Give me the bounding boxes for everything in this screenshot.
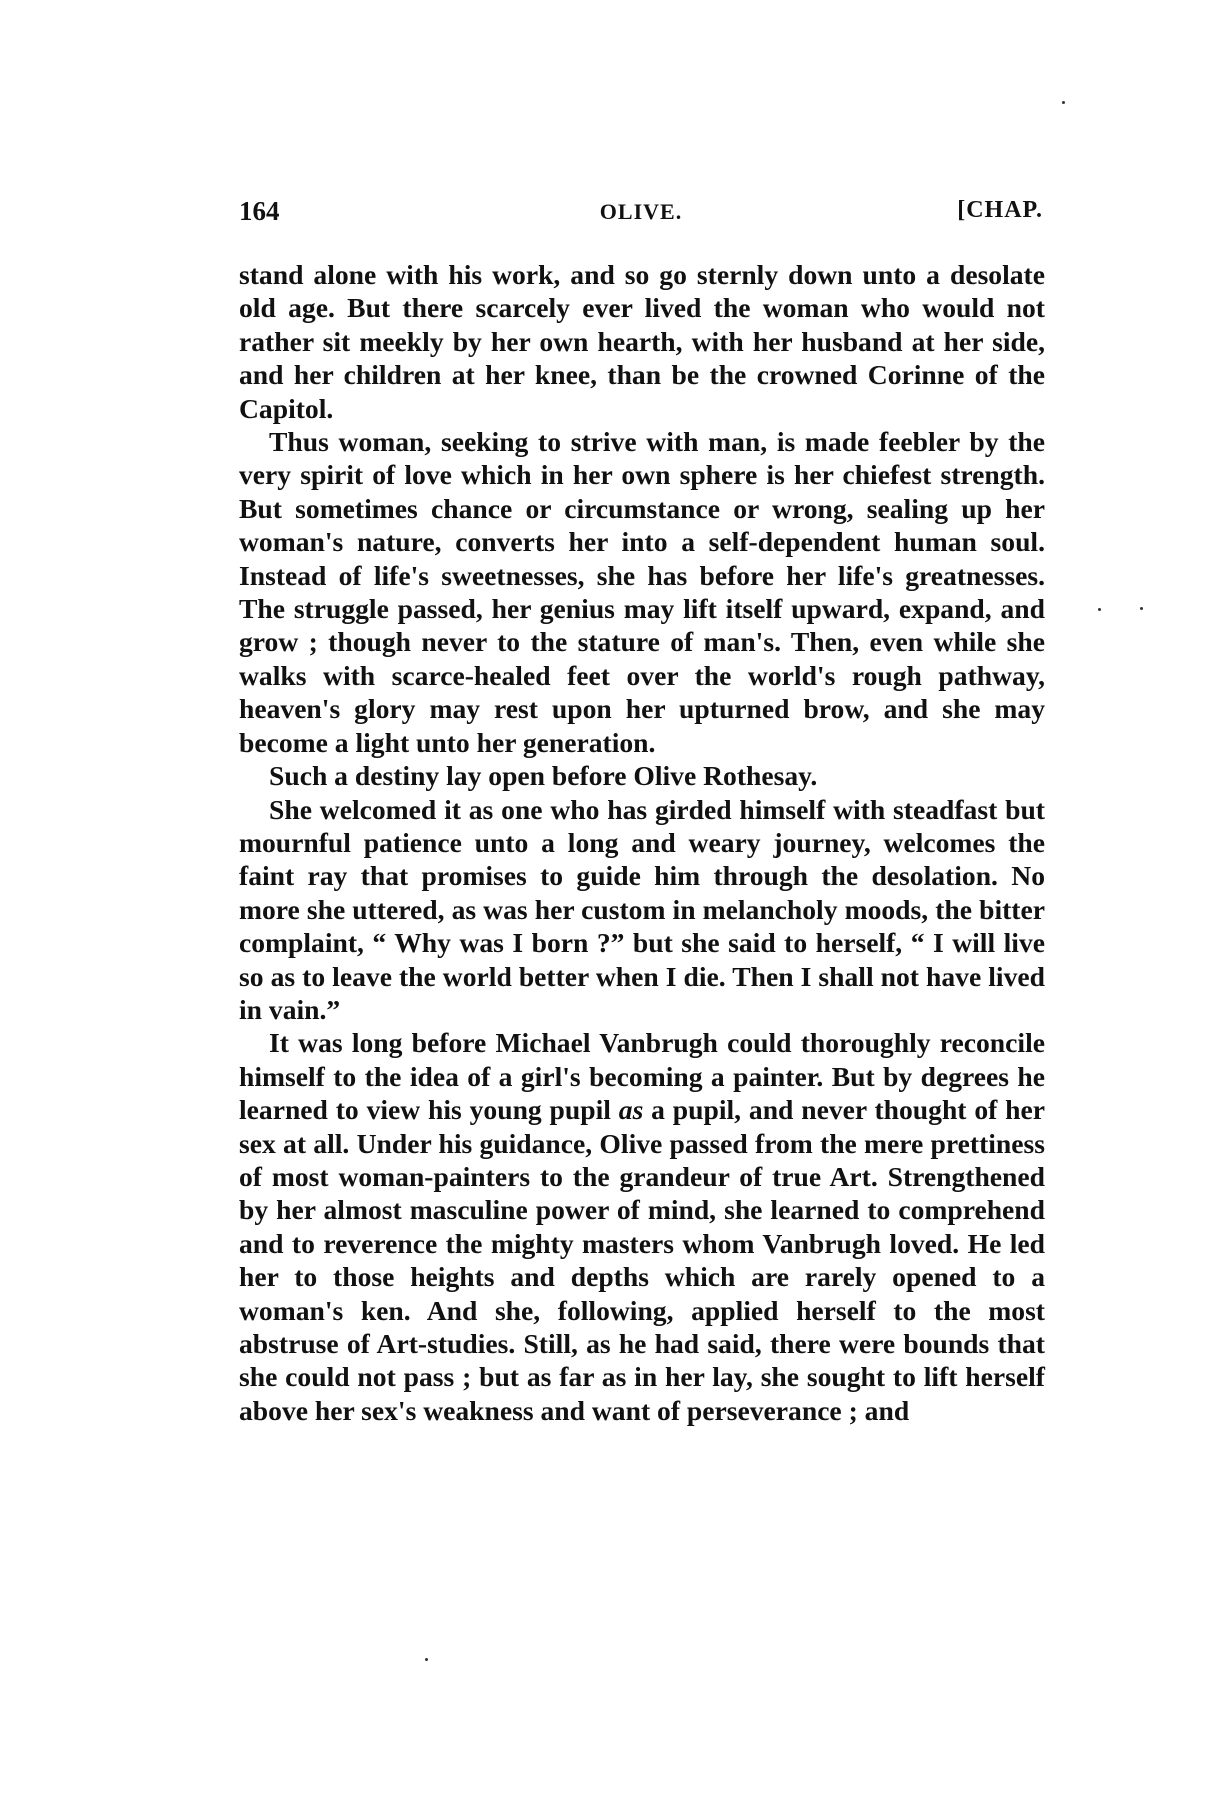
paragraph-1: stand alone with his work, and so go sternly down unto a desolate old age. But there scarcely ever lived the woman who would not rather sit meekly by her own hearth, with her husband at her side, and her children at her knee, than be the crowned Corinne of the Capitol.	[239, 259, 1045, 424]
scan-speck	[1140, 607, 1143, 610]
chapter-marker: [CHAP.	[957, 197, 1043, 223]
scan-speck	[1062, 101, 1065, 104]
paragraph-5-italic: as	[618, 1094, 644, 1126]
page-number: 164	[239, 196, 280, 226]
paragraph-5	[239, 1026, 1045, 1427]
scan-speck	[1098, 608, 1101, 611]
running-head	[239, 196, 1043, 236]
scan-speck	[425, 1658, 428, 1661]
paragraph-5-start: It was long before Michael Vanbrugh could thoroughly reconcile himself to the idea of a girl's becoming a painter. But by degrees he learned to view his young pupil	[239, 1027, 1045, 1126]
paragraph-4: She welcomed it as one who has girded himself with steadfast but mournful patience unto a long and weary journey, welcomes the faint ray that promises to guide him through the desolation. No more she uttered, as was her custom in melancholy moods, the bitter complaint, “ Why was I born ?” but she said to herself, “ I will live so as to leave the world better when I die. Then I shall not have lived in vain.”	[239, 793, 1045, 1025]
paragraph-2: Thus woman, seeking to strive with man, is made feebler by the very spirit of love which in her own sphere is her chiefest strength. But sometimes chance or circumstance or wrong, sealing up her woman's nature, converts her into a self-dependent human soul. Instead of life's sweetnesses, she has before her life's greatnesses. The struggle passed, her genius may lift itself upward, expand, and grow ; though never to the stature of man's. Then, even while she walks with scarce-healed feet over the world's rough pathway, heaven's glory may rest upon her upturned brow, and she may become a light unto her generation.	[239, 426, 1045, 758]
body-text	[239, 258, 1045, 1427]
book-title: OLIVE.	[599, 199, 683, 224]
paragraph-5-end: a pupil, and never thought of her sex at all. Under his guidance, Olive passed from the mere prettiness of most woman-painters to the grandeur of true Art. Strengthened by her almost masculine power of mind, she learned to comprehend and to reverence the mighty masters whom Vanbrugh loved. He led her to those heights and depths which are rarely opened to a woman's ken. And she, following, applied herself to the most abstruse of Art-studies. Still, as he had said, there were bounds that she could not pass ; but as far as in her lay, she sought to lift herself above her sex's weakness and want of perseverance ; and	[239, 1094, 1045, 1426]
paragraph-3: Such a destiny lay open before Olive Rothesay.	[269, 760, 818, 792]
